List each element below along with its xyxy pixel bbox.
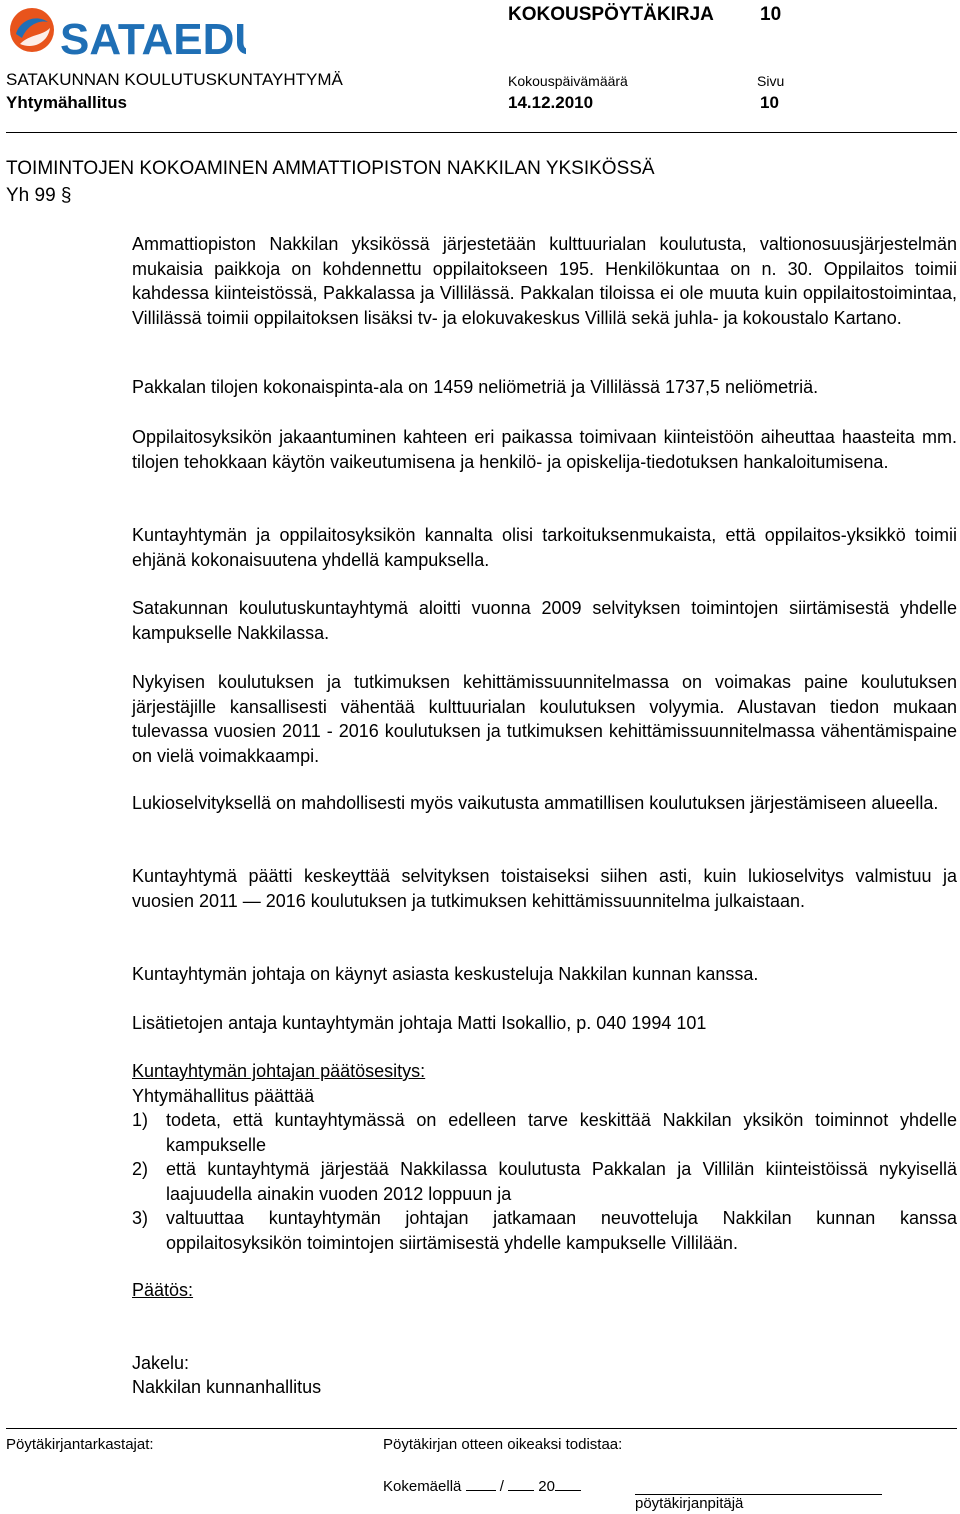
- header-divider: [6, 132, 957, 133]
- section-number: Yh 99 §: [6, 185, 72, 206]
- proposal-heading: Kuntayhtymän johtajan päätösesitys:: [132, 1061, 426, 1081]
- list-item-text: että kuntayhtymä järjestää Nakkilassa koulutusta Pakkalan ja Villilän kiinteistöissä nykyisellä laajuudella ainakin vuoden 2012 loppuun ja: [166, 1159, 957, 1204]
- list-item: [132, 1157, 957, 1206]
- item-title: TOIMINTOJEN KOKOAMINEN AMMATTIOPISTON NAKKILAN YKSIKÖSSÄ: [6, 158, 655, 179]
- list-item: [132, 1108, 957, 1157]
- paragraph-intro: Ammattiopiston Nakkilan yksikössä järjestetään kulttuurialan koulutusta, valtionosuusjärjestelmän mukaisia paikkoja on kohdennettu oppilaitokseen 195. Henkilökuntaa on n. 30. Oppilaitos toimii kahdessa kiinteistössä, Pakkalassa ja Villilässä. Pakkalan tiloissa ei ole muuta kuin oppilaitostoimintaa, Villilässä toimii oppilaitoksen lisäksi tv- ja elokuvakeskus Villilä sekä juhla- ja kokoustalo Kartano.: [132, 234, 957, 328]
- signature-label: pöytäkirjanpitäjä: [635, 1495, 744, 1512]
- proposal-intro: Yhtymähallitus päättää: [132, 1086, 315, 1106]
- distribution-label: Jakelu:: [132, 1353, 190, 1373]
- page-label: Sivu: [757, 73, 785, 89]
- paragraph-campus: Kuntayhtymän ja oppilaitosyksikön kannalta olisi tarkoituksenmukaista, että oppilaitos-yksikkö toimii ehjänä kokonaisuutena yhdellä kampuksella.: [132, 525, 957, 570]
- page-number-top: 10: [760, 4, 782, 25]
- footer-divider: [6, 1428, 957, 1429]
- place: Kokemäellä: [383, 1478, 462, 1495]
- month-blank: [508, 1476, 534, 1491]
- meeting-date: 14.12.2010: [508, 93, 594, 112]
- page-number: 10: [760, 93, 779, 112]
- date-slash: /: [499, 1478, 504, 1495]
- logo-wordmark: SATAEDU: [60, 15, 246, 62]
- paragraph-negotiations: Kuntayhtymän johtaja on käynyt asiasta keskusteluja Nakkilan kunnan kanssa.: [132, 964, 759, 984]
- paragraph-suspension: Kuntayhtymä päätti keskeyttää selvityksen toistaiseksi siihen asti, kuin lukioselvitys valmistuu ja vuosien 2011 — 2016 koulutuksen ja tutkimuksen kehittämissuunnitelma julkaistaan.: [132, 866, 957, 911]
- decision-label: Päätös:: [132, 1280, 194, 1300]
- paragraph-upper-secondary: Lukioselvityksellä on mahdollisesti myös vaikutusta ammatillisen koulutuksen järjestämiseen alueella.: [132, 793, 939, 813]
- list-item-text: valtuuttaa kuntayhtymän johtajan jatkamaan neuvotteluja Nakkilan kunnan kanssa oppilaitosyksikön toimintojen siirtämisestä yhdelle kampukselle Villilään.: [166, 1208, 957, 1253]
- list-item: [132, 1206, 957, 1255]
- list-item-number: 3): [132, 1208, 149, 1228]
- list-item-text: todeta, että kuntayhtymässä on edelleen tarve keskittää Nakkilan yksikön toiminnot yhdelle kampukselle: [166, 1110, 957, 1155]
- paragraph-contact: Lisätietojen antaja kuntayhtymän johtaja Matti Isokallio, p. 040 1994 101: [132, 1013, 707, 1033]
- paragraph-challenges: Oppilaitosyksikön jakaantuminen kahteen eri paikassa toimivaan kiinteistöön aiheuttaa haasteita mm. tilojen tehokkaan käytön vaikeutumisena ja henkilö- ja opiskelija-tiedotuksen hankaloitumisena.: [132, 427, 957, 472]
- document-type: KOKOUSPÖYTÄKIRJA: [508, 4, 714, 25]
- sataedu-logo: [6, 4, 246, 62]
- day-blank: [466, 1476, 496, 1491]
- paragraph-study: Satakunnan koulutuskuntayhtymä aloitti vuonna 2009 selvityksen toimintojen siirtämisestä yhdelle kampukselle Nakkilassa.: [132, 598, 957, 643]
- distribution-recipient: Nakkilan kunnanhallitus: [132, 1377, 322, 1397]
- year-blank: [555, 1476, 581, 1491]
- list-item-number: 2): [132, 1159, 149, 1179]
- proposal-list: [132, 1108, 957, 1255]
- governing-body: Yhtymähallitus: [6, 93, 127, 112]
- year-prefix: 20: [538, 1478, 555, 1495]
- place-date-line: [383, 1476, 581, 1495]
- sataedu-logo-icon: [6, 4, 246, 62]
- list-item-number: 1): [132, 1110, 149, 1130]
- organization-name: SATAKUNNAN KOULUTUSKUNTAYHTYMÄ: [6, 70, 343, 89]
- paragraph-development-plan: Nykyisen koulutuksen ja tutkimuksen kehittämissuunnitelmassa on voimakas paine koulutuksen järjestäjille kansallisesti vähentää kulttuurialan koulutuksen volyymia. Alustavan tiedon mukaan tulevassa vuosien 2011 - 2016 koulutuksen ja tutkimuksen kehittämissuunnitelmassa vähentämispaine on vielä voimakkaampi.: [132, 672, 957, 766]
- paragraph-area: Pakkalan tilojen kokonaispinta-ala on 1459 neliömetriä ja Villilässä 1737,5 neliömetriä.: [132, 377, 819, 397]
- meeting-date-label: Kokouspäivämäärä: [508, 73, 628, 89]
- inspectors-label: Pöytäkirjantarkastajat:: [6, 1436, 154, 1453]
- certified-label: Pöytäkirjan otteen oikeaksi todistaa:: [383, 1436, 623, 1453]
